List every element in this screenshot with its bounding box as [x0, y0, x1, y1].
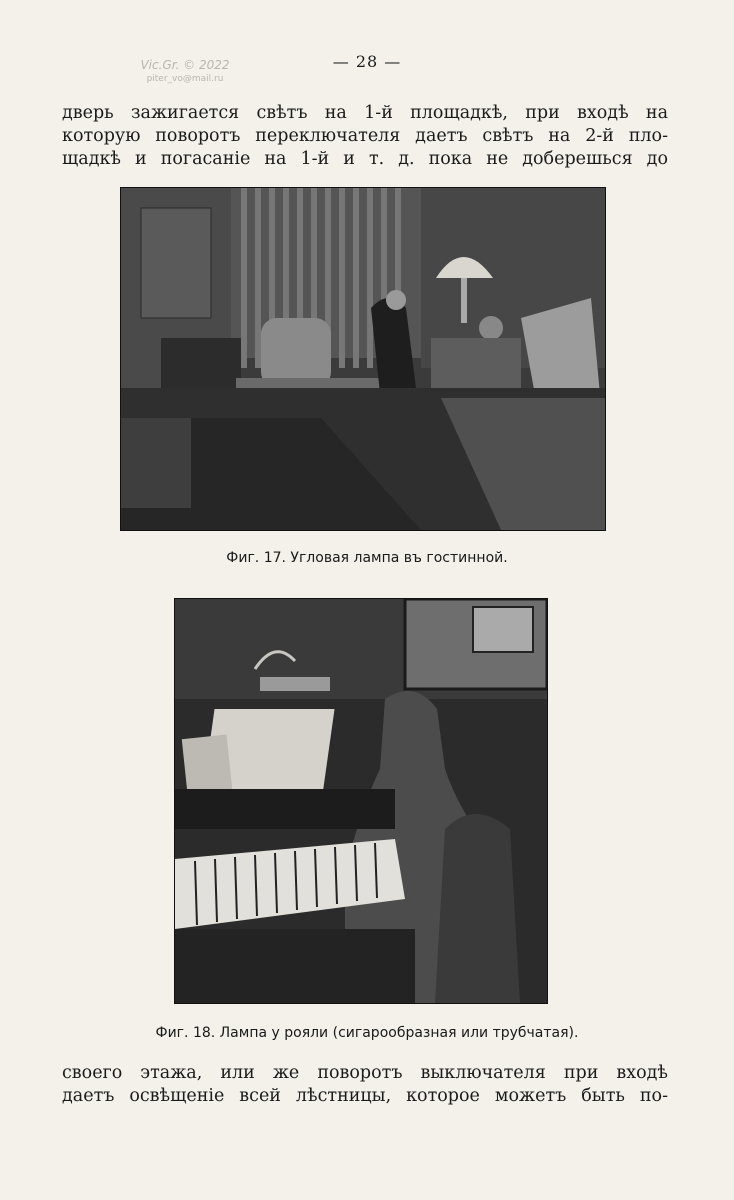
- figure-18-photo: [174, 598, 548, 1004]
- text-line: щадкѣ и погасаніе на 1-й и т. д. пока не доберешься до: [62, 149, 668, 169]
- text-line: даетъ освѣщеніе всей лѣстницы, которое можетъ быть по-: [62, 1086, 668, 1106]
- figure-18-caption: Фиг. 18. Лампа у рояли (сигарообразная или трубчатая).: [155, 1025, 579, 1041]
- text-line: своего этажа, или же поворотъ выключателя при входѣ: [62, 1063, 668, 1083]
- watermark-line1: Vic.Gr. © 2022: [140, 58, 230, 72]
- paragraph-top: [62, 102, 668, 171]
- paragraph-bottom: [62, 1062, 668, 1108]
- text-line: дверь зажигается свѣтъ на 1-й площадкѣ, при входѣ на: [62, 103, 668, 123]
- figure-17-photo: [120, 187, 606, 531]
- watermark-line2: piter_vo@mail.ru: [146, 74, 224, 84]
- text-line: которую поворотъ переключателя даетъ свѣтъ на 2-й пло-: [62, 126, 668, 146]
- figure-17-caption: Фиг. 17. Угловая лампа въ гостинной.: [226, 550, 508, 566]
- page-number: — 28 —: [332, 52, 402, 71]
